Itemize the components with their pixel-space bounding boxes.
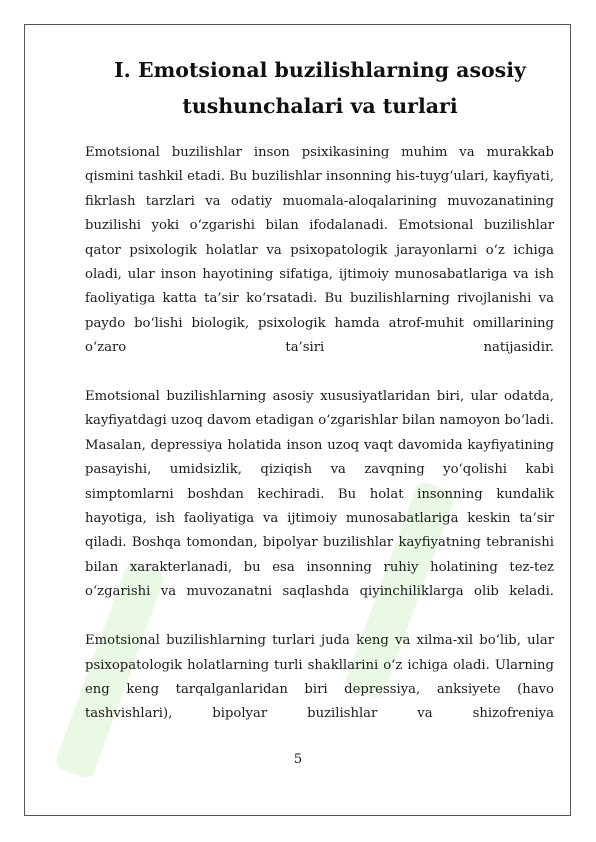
page-title: [60, 52, 580, 124]
title-line-2: tushunchalari va turlari: [182, 94, 458, 118]
paragraph: Emotsional buzilishlarning turlari juda keng va xilma-xil bo‘lib, ular psixopatologik holatlarning turli shakllarini o‘z ichiga oladi. Ularning eng keng tarqalganlaridan biri depressiya, anksiyete (havo tashvishlari), bipolyar buzilishlar va shizofreniya: [85, 633, 554, 722]
paragraph: Emotsional buzilishlar inson psixikasining muhim va murakkab qismini tashkil etadi. Bu buzilishlar insonning his-tuyg‘ulari, kayfiyati, fikrlash tarzlari va odatiy muomala-aloqalarining muvozanatining buzilishi yoki o‘zgarishi bilan ifodalanadi. Emotsional buzilishlar qator psixologik holatlar va psixopatologik jarayonlarni o‘z ichiga oladi, ular inson hayotining sifatiga, ijtimoiy munosabatlariga va ish faoliyatiga katta ta’sir ko‘rsatadi. Bu buzilishlarning rivojlanishi va paydo bo‘lishi biologik, psixologik hamda atrof-muhit omillarining o‘zaro ta’siri natijasidir.: [85, 145, 555, 356]
title-line-1: I. Emotsional buzilishlarning asosiy: [114, 58, 526, 82]
paragraph: Emotsional buzilishlarning asosiy xususiyatlaridan biri, ular odatda, kayfiyatdagi uzoq davom etadigan o‘zgarishlar bilan namoyon bo‘ladi. Masalan, depressiya holatida inson uzoq vaqt davomida kayfiyatining pasayishi, umidsizlik, qiziqish va zavqning yo‘qolishi kabi simptomlarni boshdan kechiradi. Bu holat insonning kundalik hayotiga, ish faoliyatiga va ijtimoiy munosabatlariga keskin ta’sir qiladi. Boshqa tomondan, bipolyar buzilishlar kayfiyatning tebranishi bilan xarakterlanadi, bu esa insonning ruhiy holatining tez-tez o‘zgarishi va muvozanatni saqlashda qiyinchiliklarga olib keladi.: [85, 389, 554, 600]
page-number: 5: [293, 752, 303, 767]
body-text: [85, 141, 554, 727]
